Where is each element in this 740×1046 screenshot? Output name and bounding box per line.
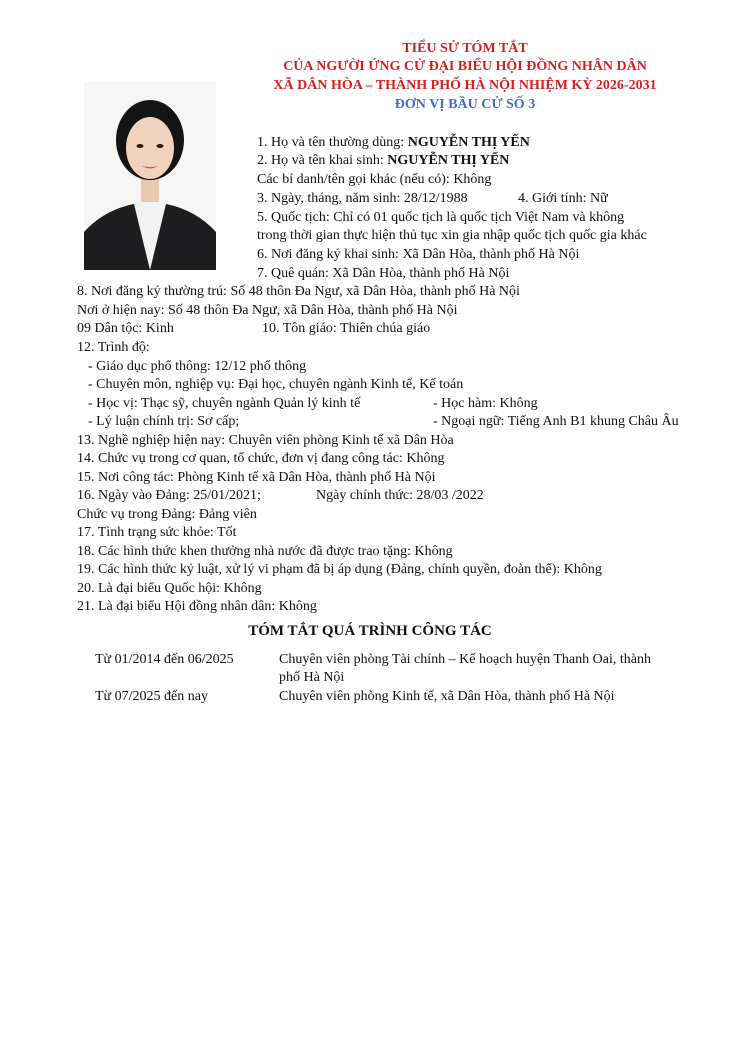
- doc-subtitle-2: XÃ DÂN HÒA – THÀNH PHỐ HÀ NỘI NHIỆM KỲ 2026-2031: [273, 78, 657, 93]
- field-value: NGUYỄN THỊ YẾN: [407, 135, 530, 150]
- field-label: 1. Họ và tên thường dùng:: [257, 135, 408, 150]
- field-occupation: 13. Nghề nghiệp hiện nay: Chuyên viên phòng Kinh tế xã Dân Hòa: [77, 433, 454, 448]
- field-party-official-date: Ngày chính thức: 28/03 /2022: [316, 488, 484, 503]
- field-label: 2. Họ và tên khai sinh:: [257, 153, 388, 168]
- field-health: 17. Tình trạng sức khỏe: Tốt: [77, 525, 237, 540]
- field-birth-name: [257, 152, 509, 170]
- field-peoples-council: 21. Là đại biểu Hội đồng nhân dân: Không: [77, 599, 317, 614]
- field-religion: 10. Tôn giáo: Thiên chúa giáo: [262, 321, 431, 336]
- field-party-join-date: 16. Ngày vào Đảng: 25/01/2021;: [77, 488, 261, 503]
- edu-degree: - Học vị: Thạc sỹ, chuyên ngành Quản lý kinh tế: [88, 396, 361, 411]
- edu-general: - Giáo dục phổ thông: 12/12 phổ thông: [88, 359, 307, 374]
- career-period: Từ 01/2014 đến 06/2025: [95, 652, 234, 667]
- candidate-photo: [84, 82, 216, 270]
- field-gender: 4. Giới tính: Nữ: [518, 191, 608, 206]
- career-period: Từ 07/2025 đến nay: [95, 689, 208, 704]
- field-value: NGUYỄN THỊ YẾN: [387, 153, 510, 168]
- field-nationality-cont: trong thời gian thực hiện thủ tục xin gia nhập quốc tịch quốc gia khác: [257, 228, 647, 243]
- field-permanent-residence: 8. Nơi đăng ký thường trú: Số 48 thôn Đa Ngư, xã Dân Hòa, thành phố Hà Nội: [77, 284, 520, 299]
- field-position: 14. Chức vụ trong cơ quan, tổ chức, đơn vị đang công tác: Không: [77, 451, 445, 466]
- edu-academic-title: - Học hàm: Không: [433, 396, 538, 411]
- field-common-name: [257, 134, 530, 152]
- field-workplace: 15. Nơi công tác: Phòng Kinh tế xã Dân Hòa, thành phố Hà Nội: [77, 470, 436, 485]
- career-description: Chuyên viên phòng Kinh tế, xã Dân Hòa, thành phố Hà Nội: [279, 689, 615, 704]
- field-party-role: Chức vụ trong Đảng: Đảng viên: [77, 507, 257, 522]
- field-birth-registration: 6. Nơi đăng ký khai sinh: Xã Dân Hòa, thành phố Hà Nội: [257, 247, 580, 262]
- field-national-assembly: 20. Là đại biểu Quốc hội: Không: [77, 581, 262, 596]
- career-description-cont: phố Hà Nội: [279, 670, 345, 685]
- doc-title: TIỂU SỬ TÓM TẮT: [402, 41, 528, 56]
- field-nationality: 5. Quốc tịch: Chỉ có 01 quốc tịch là quốc tịch Việt Nam và không: [257, 210, 625, 225]
- field-qualifications: 12. Trình độ:: [77, 340, 150, 355]
- doc-subtitle-1: CỦA NGƯỜI ỨNG CỬ ĐẠI BIỂU HỘI ĐỒNG NHÂN DÂN: [283, 59, 647, 74]
- electoral-unit: ĐƠN VỊ BẦU CỬ SỐ 3: [394, 97, 536, 112]
- career-section-title: TÓM TẮT QUÁ TRÌNH CÔNG TÁC: [248, 623, 492, 639]
- edu-major: - Chuyên môn, nghiệp vụ: Đại học, chuyên ngành Kinh tế, Kế toán: [88, 377, 464, 392]
- field-ethnicity: 09 Dân tộc: Kinh: [77, 321, 174, 336]
- field-aliases: Các bí danh/tên gọi khác (nếu có): Không: [257, 172, 492, 187]
- edu-political-theory: - Lý luận chính trị: Sơ cấp;: [88, 414, 240, 429]
- field-discipline: 19. Các hình thức kỷ luật, xử lý vi phạm đã bị áp dụng (Đảng, chính quyền, đoàn thể): Không: [77, 562, 602, 577]
- field-birthdate: 3. Ngày, tháng, năm sinh: 28/12/1988: [257, 191, 468, 206]
- field-hometown: 7. Quê quán: Xã Dân Hòa, thành phố Hà Nội: [257, 266, 510, 281]
- field-awards: 18. Các hình thức khen thưởng nhà nước đã được trao tặng: Không: [77, 544, 453, 559]
- career-description: Chuyên viên phòng Tài chính – Kế hoạch huyện Thanh Oai, thành: [279, 652, 651, 667]
- field-current-residence: Nơi ở hiện nay: Số 48 thôn Đa Ngư, xã Dân Hòa, thành phố Hà Nội: [77, 303, 458, 318]
- edu-foreign-language: - Ngoại ngữ: Tiếng Anh B1 khung Châu Âu: [433, 414, 679, 429]
